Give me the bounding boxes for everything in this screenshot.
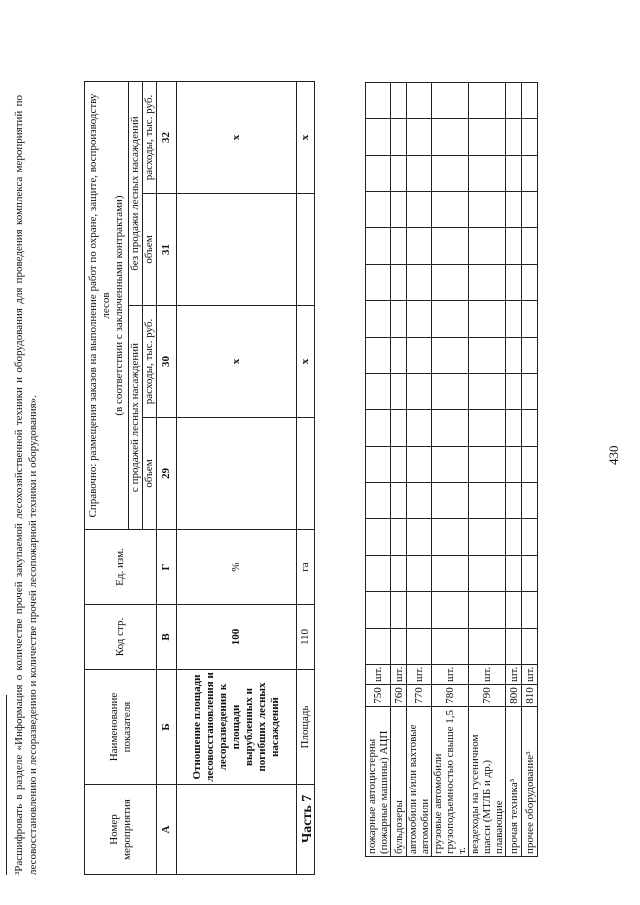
empty-cell <box>366 446 391 482</box>
empty-cell <box>391 483 407 519</box>
header-event-number: Номер мероприятия <box>85 785 157 875</box>
empty-cell <box>469 410 506 446</box>
empty-cell <box>522 483 538 519</box>
empty-cell <box>432 410 469 446</box>
empty-cell <box>506 519 522 555</box>
empty-cell <box>506 374 522 410</box>
main-table <box>84 81 315 875</box>
empty-cell <box>391 555 407 591</box>
equipment-unit: шт. <box>506 665 522 685</box>
cell-unit: % <box>177 530 297 605</box>
footnote-rule <box>6 695 7 875</box>
empty-cell <box>407 228 432 264</box>
empty-cell <box>432 374 469 410</box>
empty-cell <box>391 519 407 555</box>
header-row-code: Код стр. <box>85 605 157 670</box>
empty-cell <box>366 519 391 555</box>
header-indicator-name: Наименование показателя <box>85 670 157 785</box>
empty-cell <box>432 155 469 191</box>
empty-cell <box>432 119 469 155</box>
equipment-row <box>469 83 506 857</box>
empty-cell <box>432 83 469 119</box>
empty-cell <box>432 519 469 555</box>
empty-cell <box>522 374 538 410</box>
empty-cell <box>432 592 469 628</box>
empty-cell <box>407 192 432 228</box>
empty-cell <box>366 301 391 337</box>
empty-cell <box>366 228 391 264</box>
empty-cell <box>432 483 469 519</box>
empty-cell <box>432 264 469 300</box>
empty-cell <box>522 83 538 119</box>
cell-code: 100 <box>177 605 297 670</box>
empty-cell <box>391 264 407 300</box>
empty-cell <box>506 337 522 373</box>
empty-cell <box>469 228 506 264</box>
cell-32: х <box>297 82 315 194</box>
equipment-name: вездеходы на гусеничном шасси (МТЛБ и др.) плавающие <box>469 707 506 857</box>
empty-cell <box>391 410 407 446</box>
equipment-code: 790 <box>469 685 506 707</box>
empty-cell <box>506 628 522 664</box>
cell-indicator: Площадь <box>297 670 315 785</box>
empty-cell <box>506 192 522 228</box>
table-row <box>177 82 297 875</box>
empty-cell <box>469 483 506 519</box>
empty-cell <box>391 337 407 373</box>
empty-cell <box>469 374 506 410</box>
page-number: 430 <box>606 445 621 465</box>
empty-cell <box>391 301 407 337</box>
equipment-unit: шт. <box>391 665 407 685</box>
empty-cell <box>407 483 432 519</box>
cell-code: 110 <box>297 605 315 670</box>
equipment-name: прочее оборудование³ <box>522 707 538 857</box>
cell-31 <box>177 194 297 306</box>
empty-cell <box>506 155 522 191</box>
cell-unit: га <box>297 530 315 605</box>
empty-cell <box>522 192 538 228</box>
cell-29 <box>177 418 297 530</box>
equipment-code: 780 <box>432 685 469 707</box>
table-row <box>297 82 315 875</box>
letter-32: 32 <box>157 82 177 194</box>
empty-cell <box>522 446 538 482</box>
empty-cell <box>469 628 506 664</box>
empty-cell <box>506 483 522 519</box>
empty-cell <box>366 374 391 410</box>
cell-32: х <box>177 82 297 194</box>
equipment-code: 760 <box>391 685 407 707</box>
group-title-text: Справочно: размещения заказов на выполнение работ по охране, защите, воспроизводству лесов <box>87 93 112 518</box>
empty-cell <box>432 337 469 373</box>
empty-cell <box>407 555 432 591</box>
empty-cell <box>506 592 522 628</box>
empty-cell <box>407 410 432 446</box>
empty-cell <box>522 628 538 664</box>
equipment-unit: шт. <box>407 665 432 685</box>
header-unit: Ед. изм. <box>85 530 157 605</box>
empty-cell <box>391 374 407 410</box>
empty-cell <box>469 592 506 628</box>
footnote: ³Расшифровать в разделе «Информация о количестве прочей закупаемой лесохозяйственной техники и оборудования для проведения комплекса мероприятий по лесовосстановлению и лесоразведению и количестве прочей лесопожарной техники и оборудования». <box>13 95 39 875</box>
empty-cell <box>407 83 432 119</box>
letter-31: 31 <box>157 194 177 306</box>
equipment-name: прочая техника³ <box>506 707 522 857</box>
equipment-unit: шт. <box>469 665 506 685</box>
empty-cell <box>469 555 506 591</box>
empty-cell <box>391 155 407 191</box>
empty-cell <box>506 446 522 482</box>
empty-cell <box>407 446 432 482</box>
empty-cell <box>366 83 391 119</box>
equipment-unit: шт. <box>366 665 391 685</box>
equipment-row <box>366 83 391 857</box>
equipment-row <box>432 83 469 857</box>
equipment-code: 750 <box>366 685 391 707</box>
empty-cell <box>522 228 538 264</box>
empty-cell <box>366 264 391 300</box>
empty-cell <box>366 483 391 519</box>
empty-cell <box>469 301 506 337</box>
empty-cell <box>391 192 407 228</box>
empty-cell <box>366 337 391 373</box>
letter-g: Г <box>157 530 177 605</box>
cell-indicator: Отношение площади лесовосстановления и лесоразведения к площади вырубленных и погибших лесных насаждений <box>177 670 297 785</box>
empty-cell <box>407 628 432 664</box>
equipment-row <box>522 83 538 857</box>
equipment-name: автомобили и/или вахтовые автомобили <box>407 707 432 857</box>
cell-a <box>297 785 315 875</box>
letter-a: А <box>157 785 177 875</box>
empty-cell <box>506 119 522 155</box>
equipment-name: бульдозеры <box>391 707 407 857</box>
empty-cell <box>469 264 506 300</box>
header-group-title <box>85 82 129 530</box>
empty-cell <box>432 192 469 228</box>
equipment-row <box>506 83 522 857</box>
empty-cell <box>407 155 432 191</box>
empty-cell <box>522 301 538 337</box>
empty-cell <box>366 119 391 155</box>
empty-cell <box>522 119 538 155</box>
empty-cell <box>366 628 391 664</box>
empty-cell <box>469 192 506 228</box>
empty-cell <box>506 228 522 264</box>
empty-cell <box>522 264 538 300</box>
equipment-unit: шт. <box>432 665 469 685</box>
empty-cell <box>366 155 391 191</box>
empty-cell <box>432 446 469 482</box>
empty-cell <box>522 519 538 555</box>
empty-cell <box>469 119 506 155</box>
empty-cell <box>469 83 506 119</box>
header-volume: объем <box>143 418 157 530</box>
empty-cell <box>366 555 391 591</box>
header-volume-2: объем <box>143 194 157 306</box>
empty-cell <box>506 264 522 300</box>
empty-cell <box>469 446 506 482</box>
letter-b: Б <box>157 670 177 785</box>
cell-29 <box>297 418 315 530</box>
equipment-unit: шт. <box>522 665 538 685</box>
empty-cell <box>469 155 506 191</box>
empty-cell <box>407 337 432 373</box>
equipment-row <box>407 83 432 857</box>
empty-cell <box>407 519 432 555</box>
group-subtitle-text: (в соответствии с заключенными контрактами) <box>113 195 125 416</box>
letter-29: 29 <box>157 418 177 530</box>
empty-cell <box>506 301 522 337</box>
cell-30: х <box>177 306 297 418</box>
empty-cell <box>432 628 469 664</box>
empty-cell <box>407 301 432 337</box>
empty-cell <box>407 119 432 155</box>
equipment-code: 800 <box>506 685 522 707</box>
equipment-name: пожарные автоцистерны (пожарные машины) АЦП <box>366 707 391 857</box>
empty-cell <box>391 119 407 155</box>
empty-cell <box>407 592 432 628</box>
empty-cell <box>391 228 407 264</box>
empty-cell <box>522 155 538 191</box>
equipment-code: 810 <box>522 685 538 707</box>
equipment-row <box>391 83 407 857</box>
empty-cell <box>522 555 538 591</box>
header-costs-2: расходы, тыс. руб. <box>143 82 157 194</box>
empty-cell <box>366 592 391 628</box>
part-label: Часть 7 <box>300 794 315 843</box>
empty-cell <box>407 374 432 410</box>
cell-a <box>177 785 297 875</box>
empty-cell <box>391 446 407 482</box>
empty-cell <box>432 301 469 337</box>
header-with-sale: с продажей лесных насаждений <box>129 306 143 530</box>
empty-cell <box>506 83 522 119</box>
header-costs: расходы, тыс. руб. <box>143 306 157 418</box>
empty-cell <box>506 410 522 446</box>
empty-cell <box>522 592 538 628</box>
equipment-name: грузовые автомобили грузоподъемностью свыше 1,5 т. <box>432 707 469 857</box>
cell-30: х <box>297 306 315 418</box>
empty-cell <box>432 228 469 264</box>
empty-cell <box>522 337 538 373</box>
empty-cell <box>366 410 391 446</box>
letter-v: В <box>157 605 177 670</box>
empty-cell <box>391 628 407 664</box>
equipment-code: 770 <box>407 685 432 707</box>
empty-cell <box>391 83 407 119</box>
cell-31 <box>297 194 315 306</box>
empty-cell <box>391 592 407 628</box>
equipment-table <box>365 82 538 857</box>
empty-cell <box>366 192 391 228</box>
empty-cell <box>506 555 522 591</box>
empty-cell <box>407 264 432 300</box>
empty-cell <box>522 410 538 446</box>
header-without-sale: без продажи лесных насаждений <box>129 82 143 306</box>
letter-30: 30 <box>157 306 177 418</box>
empty-cell <box>469 519 506 555</box>
empty-cell <box>432 555 469 591</box>
empty-cell <box>469 337 506 373</box>
